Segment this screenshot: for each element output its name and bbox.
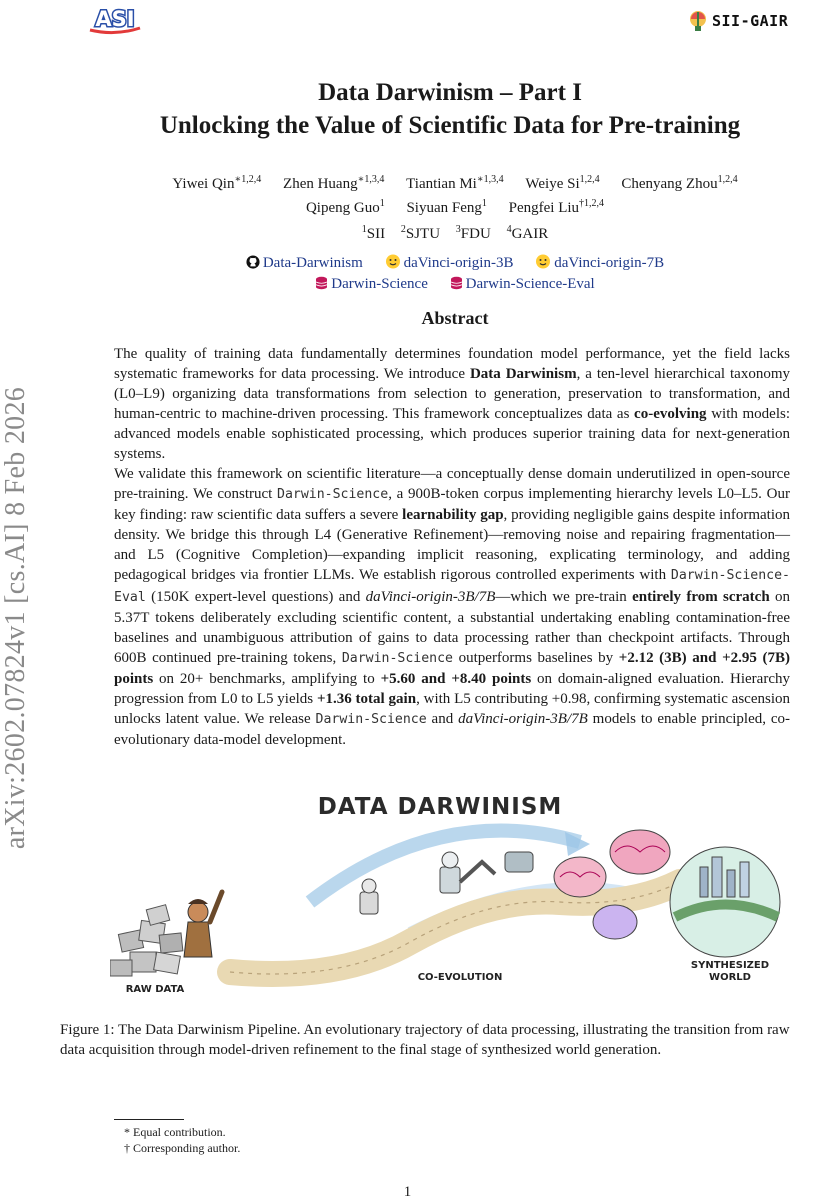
raw-data-label: RAW DATA	[125, 984, 185, 995]
code-text: Darwin-Science	[315, 712, 427, 728]
author-list	[100, 170, 810, 218]
text-run: with models: advanced models enable sophisticated processing, which produces superior training data for next-generation systems.	[114, 406, 790, 463]
italic-text: daVinci-origin-3B/7B	[458, 711, 588, 728]
figure-title: DATA DARWINISM	[317, 794, 563, 820]
bold-text: entirely from scratch	[632, 588, 770, 605]
sii-gair-logo-mark	[688, 10, 708, 32]
synthesized-world-globe	[670, 847, 780, 957]
arxiv-identifier	[0, 345, 34, 890]
text-run: , with L5 contributing +0.98, confirming systematic ascension unlocks latent value. We release	[114, 691, 790, 728]
text-run: The quality of training data fundamentally determines foundation model performance, yet the field lacks systematic frameworks for data processing. We introduce	[114, 346, 790, 383]
bold-text: +1.36 total gain	[316, 691, 417, 708]
bold-text: learnability gap	[402, 507, 504, 524]
author: Pengfei Liu$^{\dagger 1,2,4}$	[508, 198, 605, 216]
raw-data-rubble	[110, 905, 183, 976]
resource-links	[100, 253, 810, 295]
arxiv-identifier-text: arXiv:2602.07824v1 [cs.AI] 8 Feb 2026	[0, 386, 31, 849]
affiliation: $^1$SII	[361, 224, 386, 242]
database-icon	[450, 276, 463, 290]
text-run: , providing negligible gains despite information density. We bridge this through L4 (Generative Refinement)—removing noise and repairing fragmentation—and L5 (Cognitive Completion)—expanding implicit reasoning, explicating terminology, and adding pedagogical bridges via frontier LLMs. We establish rigorous controlled experiments with	[114, 507, 790, 584]
sii-gair-logo	[688, 6, 812, 36]
author: Tiantian $Mi^{∗1,3,4}$	[406, 174, 504, 192]
abstract-paragraph-1	[114, 344, 790, 465]
author: Yiwei Qin$^{∗1,2,4}$	[172, 174, 262, 192]
author: Zhen Huang$^{∗1,3,4}$	[283, 174, 385, 192]
paper-title-line1: Data Darwinism – Part I	[318, 79, 582, 106]
text-run: outperforms baselines by	[453, 649, 619, 666]
text-run: models to enable principled, co-evolutionary data-model development.	[114, 711, 790, 749]
footnote-divider	[114, 1119, 184, 1120]
link-davinci-origin-7b[interactable]: daVinci-origin-7B	[535, 255, 664, 271]
figure-caption: Figure 1: The Data Darwinism Pipeline. An evolutionary trajectory of data processing, illustrating the transition from raw data acquisition through model-driven refinement to the final stage of synthesized world generation.	[60, 1022, 790, 1058]
affiliation: $^2$SJTU	[400, 224, 441, 242]
caveman-figure	[184, 892, 222, 957]
text-run: on domain-aligned evaluation. Hierarchy progression from L0 to L5 yields	[114, 670, 790, 708]
code-text: Darwin-Science	[277, 487, 389, 503]
text-run: and	[426, 711, 459, 728]
pipeline-illustration	[110, 782, 800, 1002]
text-run: We validate this framework on scientific literature—a conceptually dense domain underutilized in open-source pre-training. We construct	[114, 466, 790, 503]
footnote-equal-contribution: * Equal contribution.	[124, 1125, 226, 1139]
footnote-corresponding-author: † Corresponding author.	[124, 1141, 241, 1155]
code-text: Darwin-Science	[341, 650, 453, 666]
text-run: (150K expert-level questions) and	[145, 588, 366, 605]
github-icon	[246, 255, 260, 269]
paper-title-line2: Unlocking the Value of Scientific Data for Pre-training	[159, 112, 741, 139]
author: Weiye Si$^{1,2,4}$	[525, 174, 600, 192]
paper-title	[60, 76, 815, 142]
abstract-paragraph-2	[114, 464, 790, 750]
author: Siyuan Feng$^1$	[406, 198, 487, 216]
italic-text: daVinci-origin-3B/7B	[365, 588, 496, 605]
affiliation: $^3$FDU	[455, 224, 491, 242]
text-run: on 20+ benchmarks, amplifying to	[153, 670, 381, 687]
code-text: Darwin-Science-Eval	[114, 568, 790, 605]
huggingface-icon	[385, 254, 401, 269]
database-icon	[315, 276, 328, 290]
author: Chenyang Zhou$^{1,2,4}$	[621, 174, 738, 192]
synthesized-label-line2: WORLD	[709, 972, 751, 983]
huggingface-icon	[535, 254, 551, 269]
bold-text: +2.12 (3B) and +2.95 (7B) points	[114, 649, 790, 687]
bold-text: +5.60 and +8.40 points	[380, 670, 532, 687]
co-evolution-label: CO-EVOLUTION	[417, 972, 503, 983]
synthesized-label-line1: SYNTHESIZED	[690, 960, 770, 971]
bold-text: Data Darwinism	[469, 366, 577, 383]
footnotes	[114, 1124, 240, 1156]
abstract-heading: Abstract	[421, 308, 489, 328]
figure-data-darwinism-pipeline	[110, 782, 800, 1002]
affiliation-list	[100, 224, 810, 243]
text-run: on 5.37T tokens deliberately excluding scientific content, a substantial undertaking enabling contamination-free baselines and unambiguous attribution of gains to data processing rather than checkpoint artifacts. Through 600B continued pre-training tokens,	[114, 588, 790, 666]
affiliation: $^4$GAIR	[506, 224, 549, 242]
bold-text: co-evolving	[634, 406, 707, 423]
text-run: , a 900B-token corpus implementing hierarchy levels L0–L5. Our key finding: raw scientific data suffers a severe	[114, 486, 790, 524]
link-darwin-science-eval[interactable]: Darwin-Science-Eval	[450, 276, 595, 292]
page-number: 1	[403, 1184, 412, 1200]
text-run: , a ten-level hierarchical taxonomy (L0–L9) organizing data transformations from selection to generation, preservation to transformation, and human-centric to machine-driven processing. This framework conceptualizes data as	[114, 366, 790, 423]
asi-logo	[86, 4, 144, 38]
link-data-darwinism[interactable]: Data-Darwinism	[246, 255, 367, 271]
link-darwin-science[interactable]: Darwin-Science	[315, 276, 431, 292]
sii-gair-logo-text: SII-GAIR	[712, 12, 789, 30]
author: Qipeng Guo$^1$	[305, 198, 385, 216]
svg-text:ASI: ASI	[95, 7, 135, 31]
text-run: —which we pre-train	[495, 588, 633, 605]
link-davinci-origin-3b[interactable]: daVinci-origin-3B	[385, 255, 518, 271]
